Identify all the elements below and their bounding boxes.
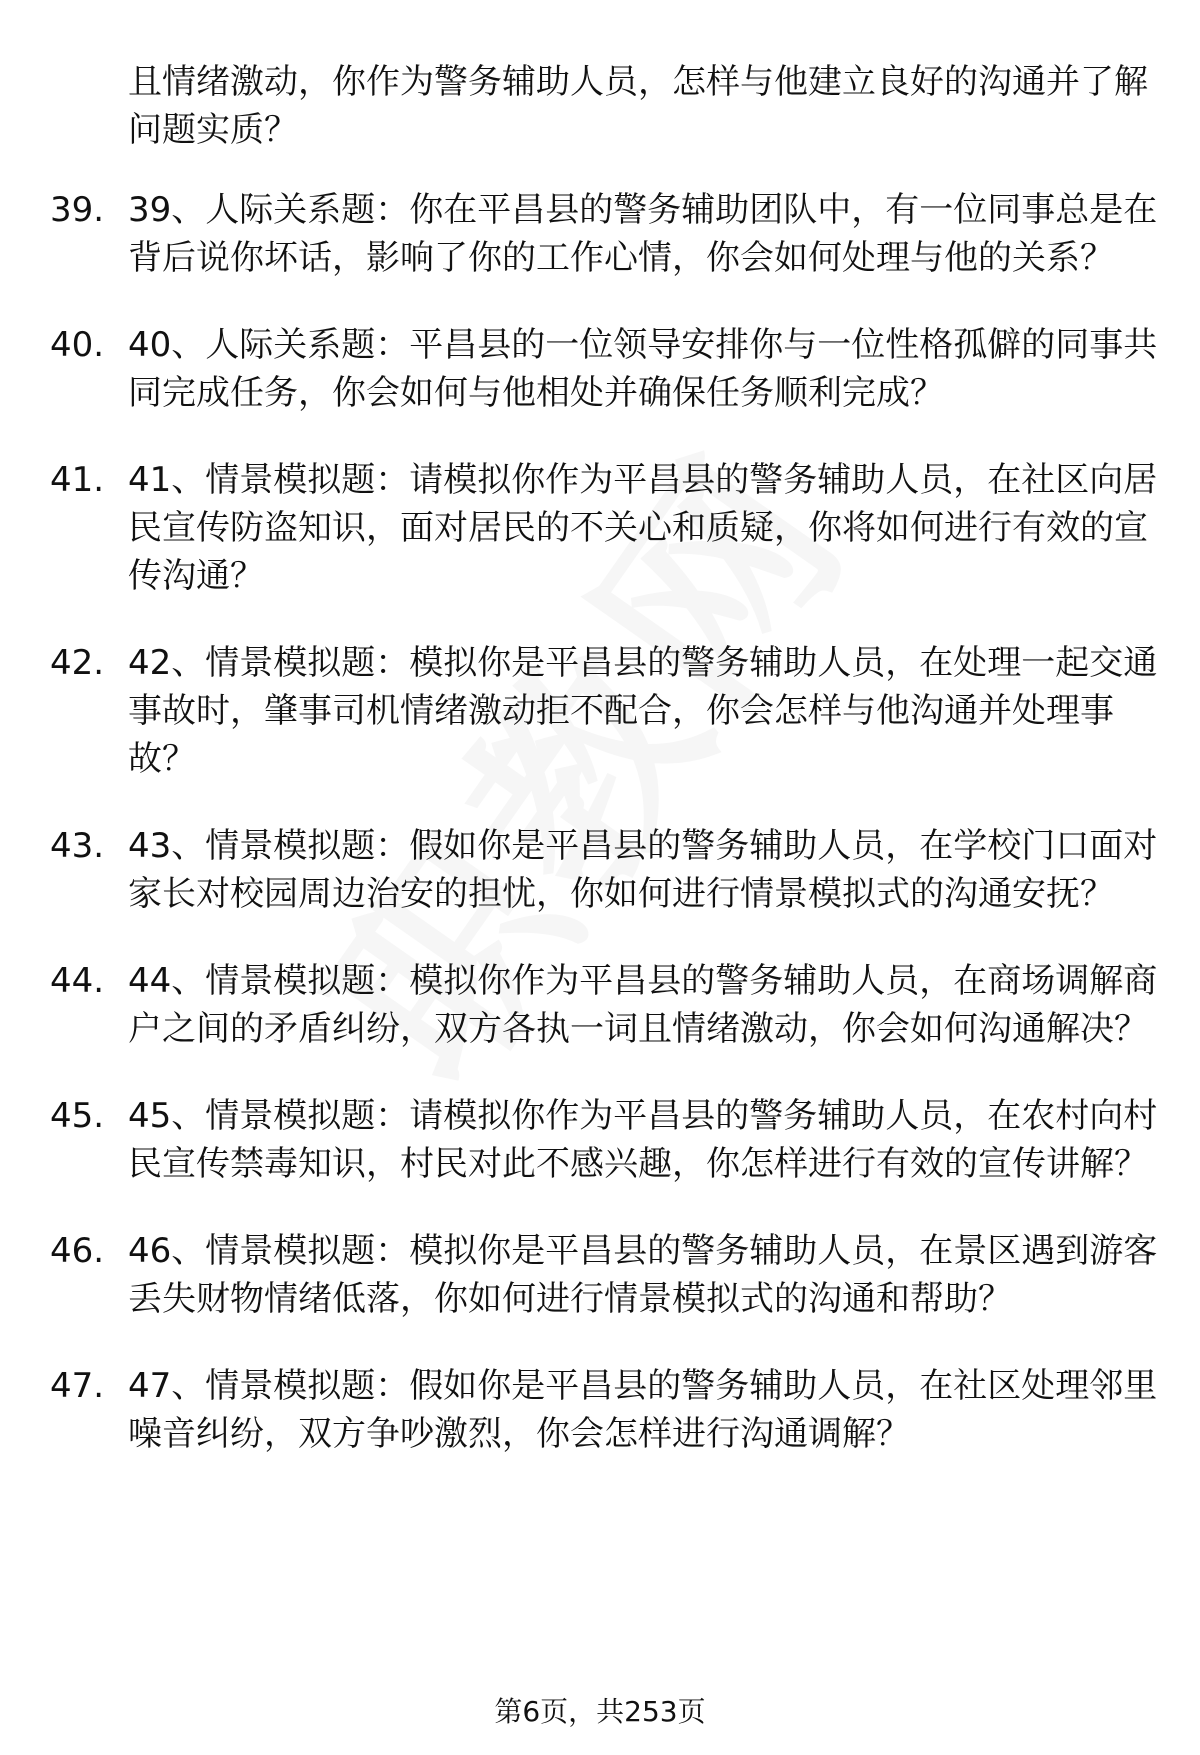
question-text: 39、人际关系题：你在平昌县的警务辅助团队中，有一位同事总是在背后说你坏话，影响了你的工作心情，你会如何处理与他的关系？ (128, 190, 1158, 278)
question-text: 42、情景模拟题：模拟你是平昌县的警务辅助人员，在处理一起交通事故时，肇事司机情绪激动拒不配合，你会怎样与他沟通并处理事故？ (128, 643, 1158, 779)
list-item (0, 1092, 1200, 1188)
list-item (0, 186, 1200, 282)
question-text: 43、情景模拟题：假如你是平昌县的警务辅助人员，在学校门口面对家长对校园周边治安的担忧，你如何进行情景模拟式的沟通安抚？ (128, 826, 1158, 914)
question-text: 47、情景模拟题：假如你是平昌县的警务辅助人员，在社区处理邻里噪音纠纷，双方争吵激烈，你会怎样进行沟通调解？ (128, 1366, 1158, 1454)
question-text: 45、情景模拟题：请模拟你作为平昌县的警务辅助人员，在农村向村民宣传禁毒知识，村民对此不感兴趣，你怎样进行有效的宣传讲解？ (128, 1096, 1158, 1184)
question-number: 43. (50, 826, 105, 866)
question-text: 41、情景模拟题：请模拟你作为平昌县的警务辅助人员，在社区向居民宣传防盗知识，面对居民的不关心和质疑，你将如何进行有效的宣传沟通？ (128, 460, 1158, 596)
list-item (0, 639, 1200, 783)
question-text: 46、情景模拟题：模拟你是平昌县的警务辅助人员，在景区遇到游客丢失财物情绪低落，你如何进行情景模拟式的沟通和帮助？ (128, 1231, 1158, 1319)
continued-question-text: 且情绪激动，你作为警务辅助人员，怎样与他建立良好的沟通并了解问题实质？ (128, 62, 1148, 150)
question-number: 44. (50, 961, 105, 1001)
question-number: 46. (50, 1231, 105, 1271)
question-number: 41. (50, 460, 105, 500)
question-number: 45. (50, 1096, 105, 1136)
question-list (0, 186, 1200, 1497)
list-item (0, 456, 1200, 600)
list-item (0, 321, 1200, 417)
list-item (0, 822, 1200, 918)
list-item (0, 957, 1200, 1053)
question-text: 40、人际关系题：平昌县的一位领导安排你与一位性格孤僻的同事共同完成任务，你会如何与他相处并确保任务顺利完成？ (128, 325, 1158, 413)
question-number: 47. (50, 1366, 105, 1406)
page-footer: 第6页，共253页 (494, 1695, 706, 1728)
question-number: 39. (50, 190, 105, 230)
question-text: 44、情景模拟题：模拟你作为平昌县的警务辅助人员，在商场调解商户之间的矛盾纠纷，双方各执一词且情绪激动，你会如何沟通解决？ (128, 961, 1158, 1049)
question-number: 42. (50, 643, 105, 683)
list-item (0, 1227, 1200, 1323)
list-item (0, 1362, 1200, 1458)
question-number: 40. (50, 325, 105, 365)
